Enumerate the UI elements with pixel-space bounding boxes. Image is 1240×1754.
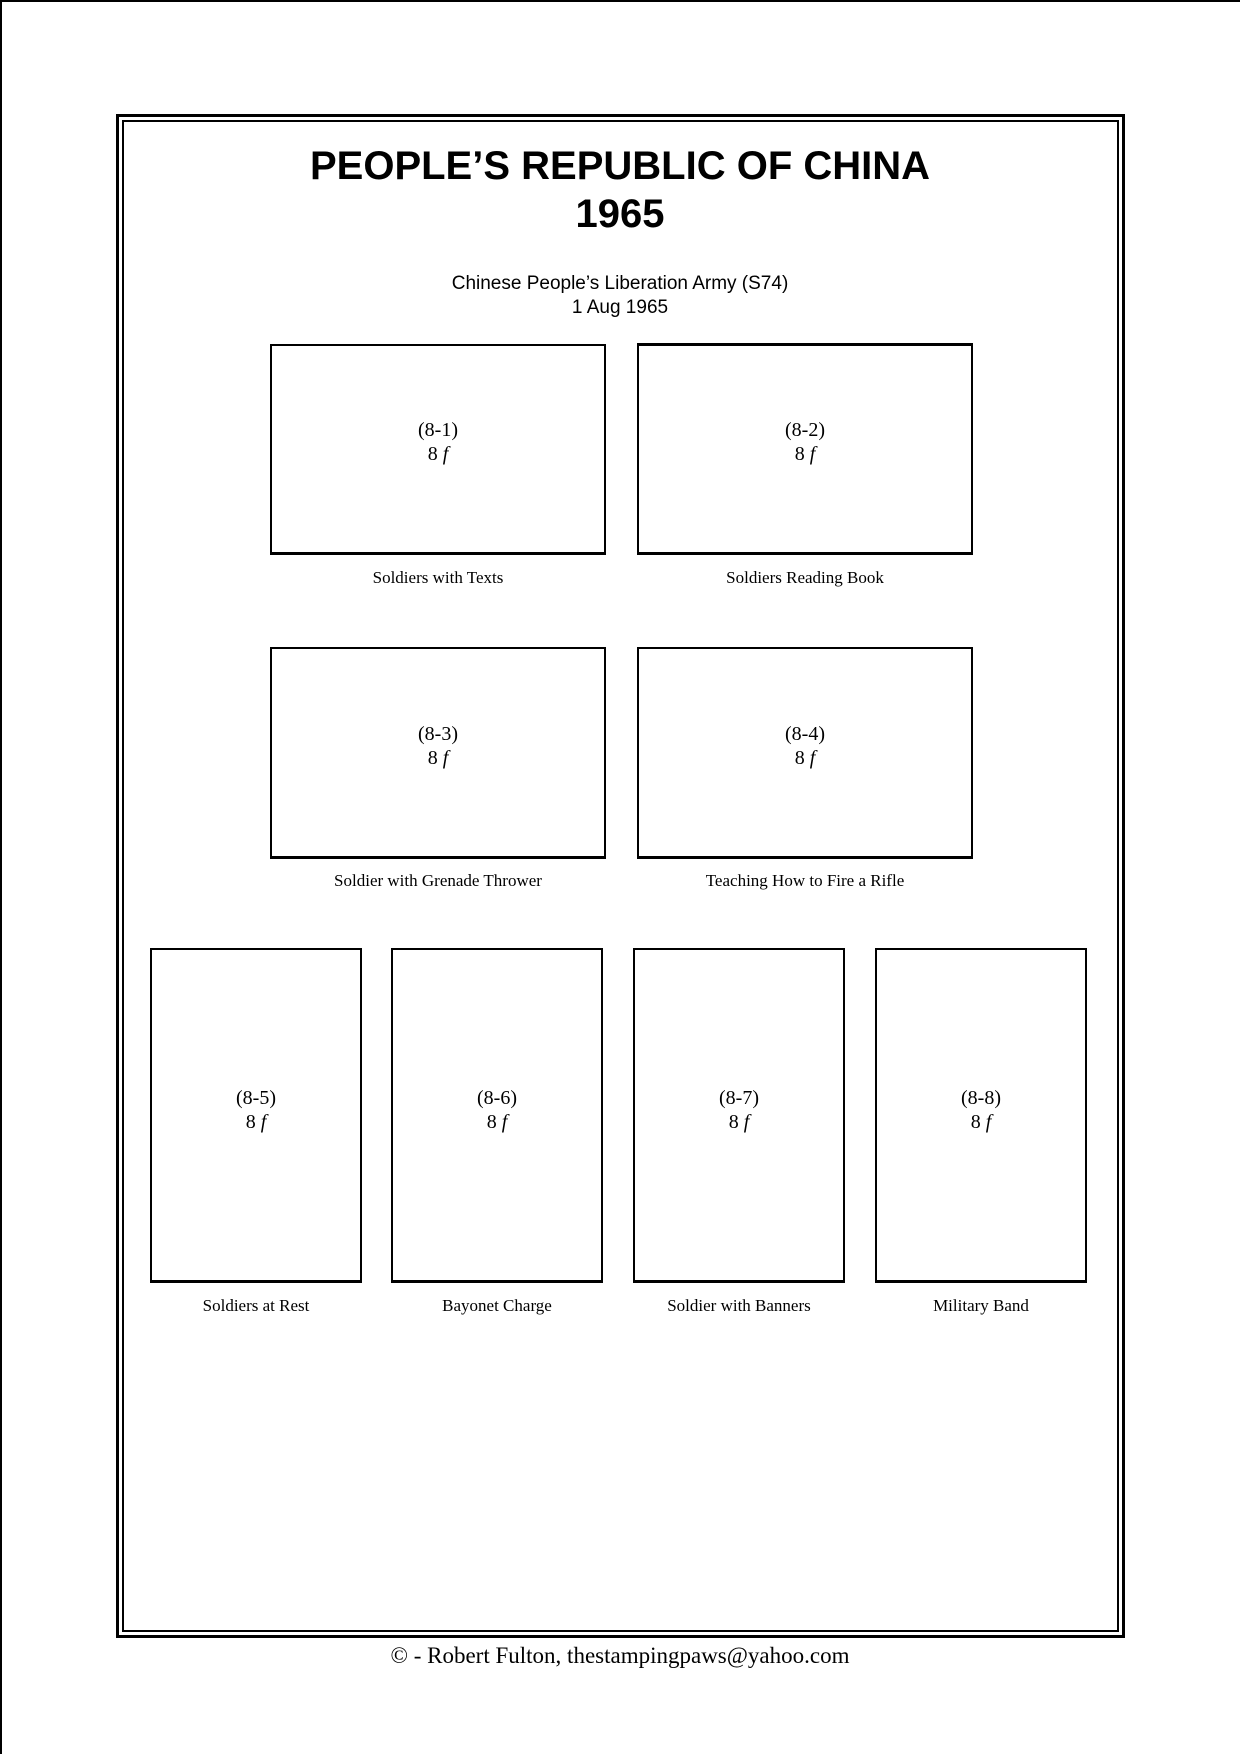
stamp-number: (8-1): [418, 419, 458, 441]
copyright-footer: © - Robert Fulton, thestampingpaws@yahoo.com: [390, 1643, 850, 1668]
stamp-value: 8 f: [245, 1111, 267, 1133]
stamp-caption: Bayonet Charge: [442, 1296, 552, 1315]
stamp-caption: Soldiers at Rest: [202, 1296, 310, 1315]
issue-name: Chinese People’s Liberation Army (S74): [451, 273, 789, 294]
page-year: 1965: [575, 192, 665, 236]
stamp-value: 8 f: [794, 747, 816, 769]
stamp-number: (8-3): [418, 723, 458, 745]
stamp-value: 8 f: [427, 747, 449, 769]
stamp-caption: Soldiers Reading Book: [726, 568, 884, 587]
stamp-value: 8 f: [728, 1111, 750, 1133]
stamp-caption: Soldiers with Texts: [372, 568, 504, 587]
stamp-slot-8-1: [270, 344, 606, 555]
stamp-slot-8-6: [391, 948, 603, 1283]
stamp-value: 8 f: [970, 1111, 992, 1133]
stamp-caption: Soldier with Grenade Thrower: [334, 871, 542, 890]
stamp-value: 8 f: [427, 443, 449, 465]
stamp-value: 8 f: [794, 443, 816, 465]
issue-date: 1 Aug 1965: [571, 297, 669, 318]
album-page-frame: [116, 114, 1125, 1638]
stamp-number: (8-5): [236, 1087, 276, 1109]
stamp-number: (8-2): [785, 419, 825, 441]
stamp-number: (8-6): [477, 1087, 517, 1109]
stamp-caption: Military Band: [933, 1296, 1029, 1315]
stamp-slot-8-7: [633, 948, 845, 1283]
stamp-caption: Soldier with Banners: [667, 1296, 811, 1315]
stamp-number: (8-8): [961, 1087, 1001, 1109]
stamp-slot-8-4: [637, 647, 973, 859]
stamp-number: (8-4): [785, 723, 825, 745]
stamp-number: (8-7): [719, 1087, 759, 1109]
stamp-slot-8-2: [637, 343, 973, 555]
stamp-slot-8-8: [875, 948, 1087, 1283]
stamp-caption: Teaching How to Fire a Rifle: [705, 871, 905, 890]
stamp-slot-8-3: [270, 647, 606, 859]
stamp-slot-8-5: [150, 948, 362, 1283]
stamp-value: 8 f: [486, 1111, 508, 1133]
page-title: PEOPLE’S REPUBLIC OF CHINA: [309, 144, 931, 188]
